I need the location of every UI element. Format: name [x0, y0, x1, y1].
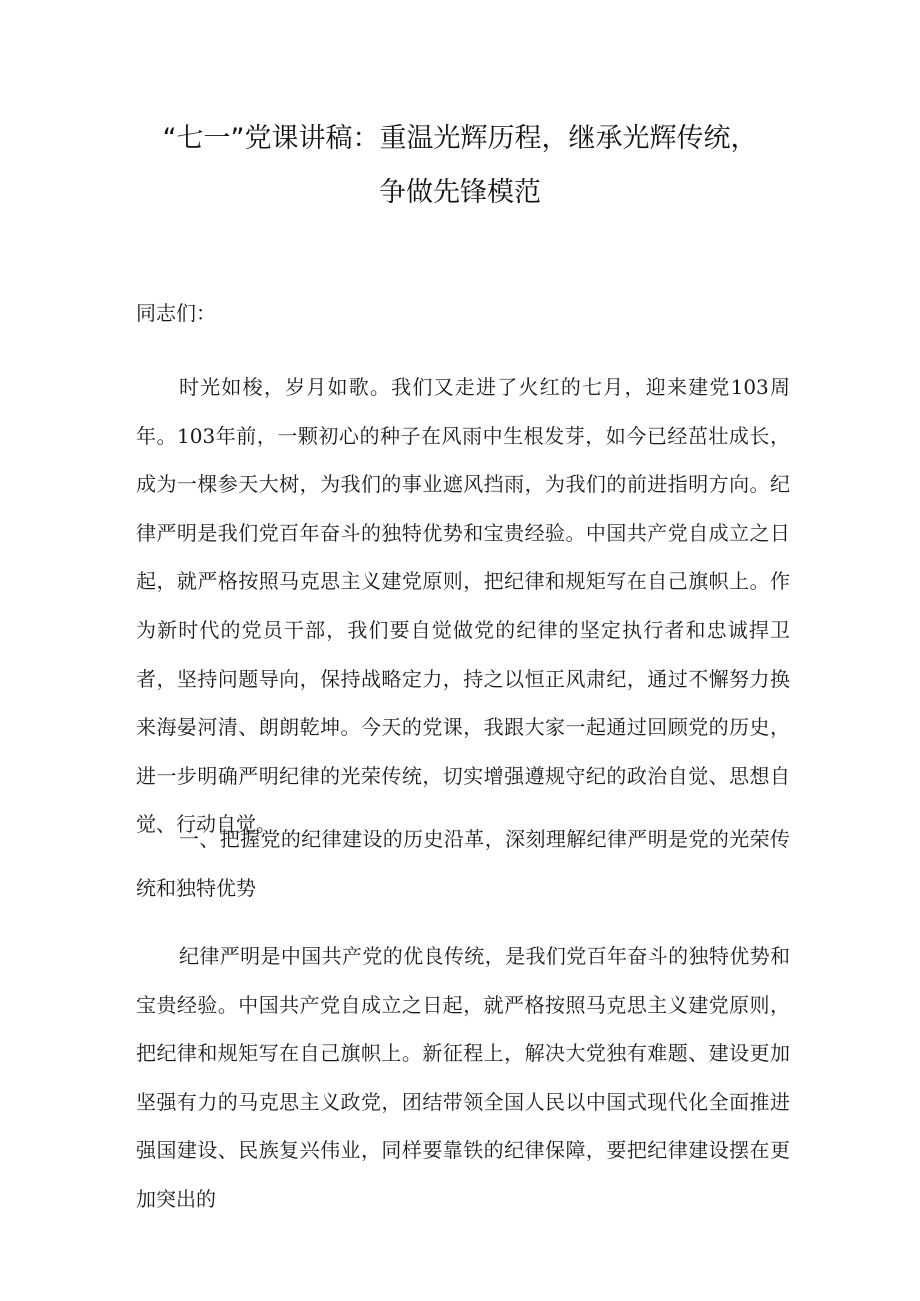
title-line-1: “七一”党课讲稿：重温光辉历程，继承光辉传统，	[162, 123, 758, 154]
intro-paragraph: 时光如梭，岁月如歌。我们又走进了火红的七月，迎来建党103周年。103年前，一颗初心的种子在风雨中生根发芽，如今已经茁壮成长，成为一棵参天大树，为我们的事业遮风挡雨，为我们的前进指明方向。纪律严明是我们党百年奋斗的独特优势和宝贵经验。中国共产党自成立之日起，就严格按照马克思主义建党原则，把纪律和规矩写在自己旗帜上。作为新时代的党员干部，我们要自觉做党的纪律的坚定执行者和忠诚捍卫者，坚持问题导向，保持战略定力，持之以恒正风肃纪，通过不懈努力换来海晏河清、朗朗乾坤。今天的党课，我跟大家一起通过回顾党的历史，进一步明确严明纪律的光荣传统，切实增强遵规守纪的政治自觉、思想自觉、行动自觉。	[136, 375, 790, 837]
salutation: 同志们：	[136, 301, 216, 325]
section-heading-1: 一、把握党的纪律建设的历史沿革，深刻理解纪律严明是党的光荣传统和独特优势	[136, 827, 790, 900]
document-title	[90, 112, 830, 220]
section-1-paragraph: 纪律严明是中国共产党的优良传统，是我们党百年奋斗的独特优势和宝贵经验。中国共产党自成立之日起，就严格按照马克思主义建党原则，把纪律和规矩写在自己旗帜上。新征程上，解决大党独有难题、建设更加坚强有力的马克思主义政党，团结带领全国人民以中国式现代化全面推进强国建设、民族复兴伟业，同样要靠铁的纪律保障，要把纪律建设摆在更加突出的	[136, 944, 790, 1211]
title-line-2: 争做先锋模范	[379, 177, 541, 208]
